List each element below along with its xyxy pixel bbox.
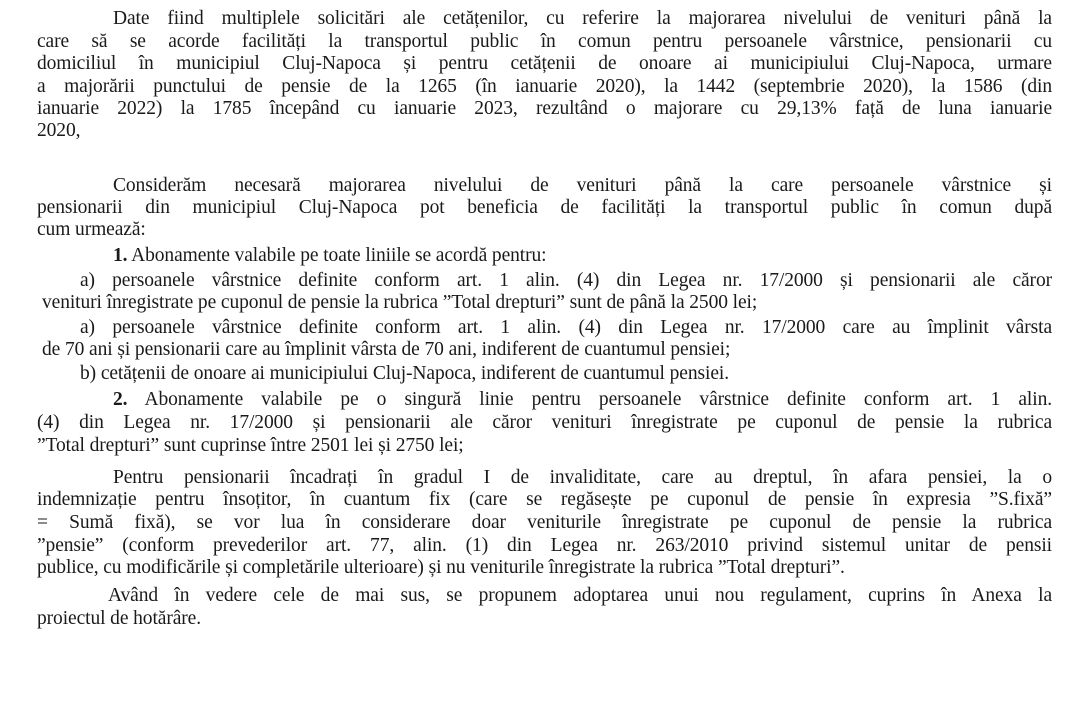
item-1-number: 1. [113, 245, 128, 266]
item-1-b-line: b) cetățenii de onoare ai municipiului Cluj-Napoca, indiferent de cuantumul pensiei. [80, 363, 729, 384]
paragraph-2-line: Considerăm necesară majorarea nivelului de venituri până la care persoanele vârstnice și [113, 175, 1052, 196]
item-2-line: ”Total drepturi” sunt cuprinse între 2501 lei și 2750 lei; [37, 435, 464, 456]
paragraph-3-line: Pentru pensionarii încadrați în gradul I de invaliditate, care au dreptul, în afara pensiei, la o [113, 467, 1052, 488]
paragraph-3-line: ”pensie” (conform prevederilor art. 77, alin. (1) din Legea nr. 263/2010 privind sistemul unitar de pensii [37, 535, 1052, 556]
paragraph-1-line: 2020, [37, 120, 81, 141]
paragraph-1-line: a majorării punctului de pensie de la 1265 (în ianuarie 2020), la 1442 (septembrie 2020), la 1586 (din [37, 76, 1052, 97]
paragraph-1-line: domiciliul în municipiul Cluj-Napoca și pentru cetățenii de onoare ai municipiului Cluj-Napoca, urmare [37, 53, 1052, 74]
paragraph-3-line: publice, cu modificările și completările ulterioare) și nu veniturile înregistrate la rubrica ”Total drepturi”. [37, 557, 845, 578]
item-2-line: Abonamente valabile pe o singură linie pentru persoanele vârstnice definite conform art. 1 alin. [144, 389, 1052, 410]
paragraph-1-line: Date fiind multiplele solicitări ale cetățenilor, cu referire la majorarea nivelului de venituri până la [113, 8, 1052, 29]
item-2-heading [113, 389, 1052, 411]
paragraph-4-line: proiectul de hotărâre. [37, 608, 202, 629]
paragraph-1-line: care să se acorde facilități la transportul public în comun pentru persoanele vârstnice, pensionarii cu [37, 31, 1052, 52]
item-1-a1-line: venituri înregistrate pe cuponul de pensie la rubrica ”Total drepturi” sunt de până la 2500 lei; [42, 292, 758, 313]
paragraph-2-line: pensionarii din municipiul Cluj-Napoca pot beneficia de facilități la transportul public în comun după [37, 197, 1052, 218]
item-1-a2-line: a) persoanele vârstnice definite conform art. 1 alin. (4) din Legea nr. 17/2000 care au împlinit vârsta [80, 317, 1052, 338]
paragraph-3-line: indemnizație pentru însoțitor, în cuantum fix (care se regăsește pe cuponul de pensie în expresia ”S.fixă” [37, 489, 1052, 510]
item-2-line: (4) din Legea nr. 17/2000 și pensionarii ale căror venituri înregistrate pe cuponul de pensie la rubrica [37, 412, 1052, 433]
paragraph-1-line: ianuarie 2022) la 1785 începând cu ianuarie 2023, rezultând o majorare cu 29,13% față de luna ianuarie [37, 98, 1052, 119]
item-1-a1-line: a) persoanele vârstnice definite conform art. 1 alin. (4) din Legea nr. 17/2000 și pensionarii ale căror [80, 270, 1052, 291]
paragraph-4-line: Având în vedere cele de mai sus, se propunem adoptarea unui nou regulament, cuprins în Anexa la [108, 585, 1052, 606]
item-1-heading [113, 245, 1052, 267]
item-1-title: Abonamente valabile pe toate liniile se acordă pentru: [131, 245, 547, 266]
item-2-number: 2. [113, 389, 128, 410]
item-1-a2-line: de 70 ani și pensionarii care au împlinit vârsta de 70 ani, indiferent de cuantumul pensiei; [42, 339, 731, 360]
paragraph-2-line: cum urmează: [37, 219, 146, 240]
paragraph-3-line: = Sumă fixă), se vor lua în considerare doar veniturile înregistrate pe cuponul de pensie la rubrica [37, 512, 1052, 533]
